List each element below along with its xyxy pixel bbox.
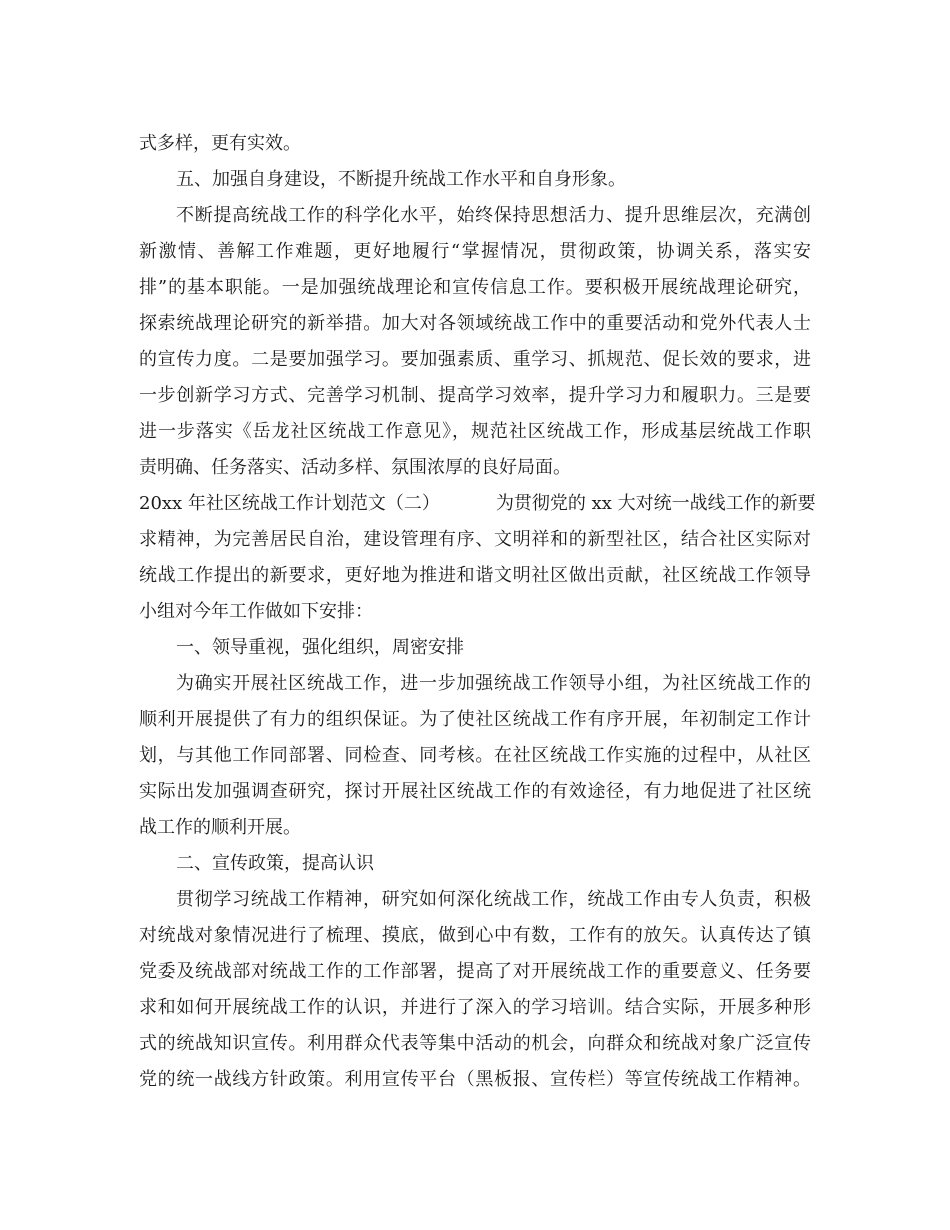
article-intro-start: 为贯彻党的 xx 大对统一战线工作的新要	[495, 493, 816, 514]
paragraph-line: 统战工作提出的新要求，更好地为推进和谐文明社区做出贡献，社区统战工作领导	[139, 565, 811, 586]
section-heading-2: 二、宣传政策，提高认识	[176, 853, 374, 874]
paragraph-line: 责明确、任务落实、活动多样、氛围浓厚的良好局面。	[139, 457, 571, 478]
paragraph-line: 进一步落实《岳龙社区统战工作意见》，规范社区统战工作，形成基层统战工作职	[139, 421, 811, 442]
paragraph-line: 求精神，为完善居民自治，建设管理有序、文明祥和的新型社区，结合社区实际对	[139, 529, 811, 550]
paragraph-line: 新激情、善解工作难题，更好地履行“掌握情况，贯彻政策，协调关系，落实安	[139, 241, 811, 262]
paragraph-line: 对统战对象情况进行了梳理、摸底，做到心中有数，工作有的放矢。认真传达了镇	[139, 925, 811, 946]
document-body	[139, 126, 816, 1098]
paragraph-line: 一步创新学习方式、完善学习机制、提高学习效率，提升学习力和履职力。三是要	[139, 385, 811, 406]
paragraph-line: 党的统一战线方针政策。利用宣传平台（黑板报、宣传栏）等宣传统战工作精神。	[139, 1069, 811, 1090]
paragraph-line: 小组对今年工作做如下安排：	[139, 601, 373, 622]
paragraph-line: 顺利开展提供了有力的组织保证。为了使社区统战工作有序开展，年初制定工作计	[139, 709, 811, 730]
paragraph-line: 贯彻学习统战工作精神，研究如何深化统战工作，统战工作由专人负责，积极	[176, 889, 811, 910]
paragraph-line: 排”的基本职能。一是加强统战理论和宣传信息工作。要积极开展统战理论研究，	[139, 277, 811, 298]
paragraph-line: 式多样，更有实效。	[139, 133, 301, 154]
paragraph-line: 的宣传力度。二是要加强学习。要加强素质、重学习、抓规范、促长效的要求，进	[139, 349, 811, 370]
paragraph-line: 求和如何开展统战工作的认识，并进行了深入的学习培训。结合实际，开展多种形	[139, 997, 811, 1018]
paragraph-line: 党委及统战部对统战工作的工作部署，提高了对开展统战工作的重要意义、任务要	[139, 961, 811, 982]
article-title-line	[139, 486, 816, 522]
paragraph-line: 不断提高统战工作的科学化水平，始终保持思想活力、提升思维层次，充满创	[176, 205, 811, 226]
paragraph-line: 划，与其他工作同部署、同检查、同考核。在社区统战工作实施的过程中，从社区	[139, 745, 811, 766]
paragraph-line: 战工作的顺利开展。	[139, 817, 301, 838]
paragraph-line: 实际出发加强调查研究，探讨开展社区统战工作的有效途径，有力地促进了社区统	[139, 781, 811, 802]
paragraph-line: 为确实开展社区统战工作，进一步加强统战工作领导小组，为社区统战工作的	[176, 673, 811, 694]
section-heading-5: 五、加强自身建设，不断提升统战工作水平和自身形象。	[176, 169, 626, 190]
paragraph-line: 探索统战理论研究的新举措。加大对各领域统战工作中的重要活动和党外代表人士	[139, 313, 811, 334]
article-title: 20xx 年社区统战工作计划范文（二）	[139, 493, 440, 514]
section-heading-1: 一、领导重视，强化组织，周密安排	[176, 637, 464, 658]
paragraph-line: 式的统战知识宣传。利用群众代表等集中活动的机会，向群众和统战对象广泛宣传	[139, 1033, 811, 1054]
